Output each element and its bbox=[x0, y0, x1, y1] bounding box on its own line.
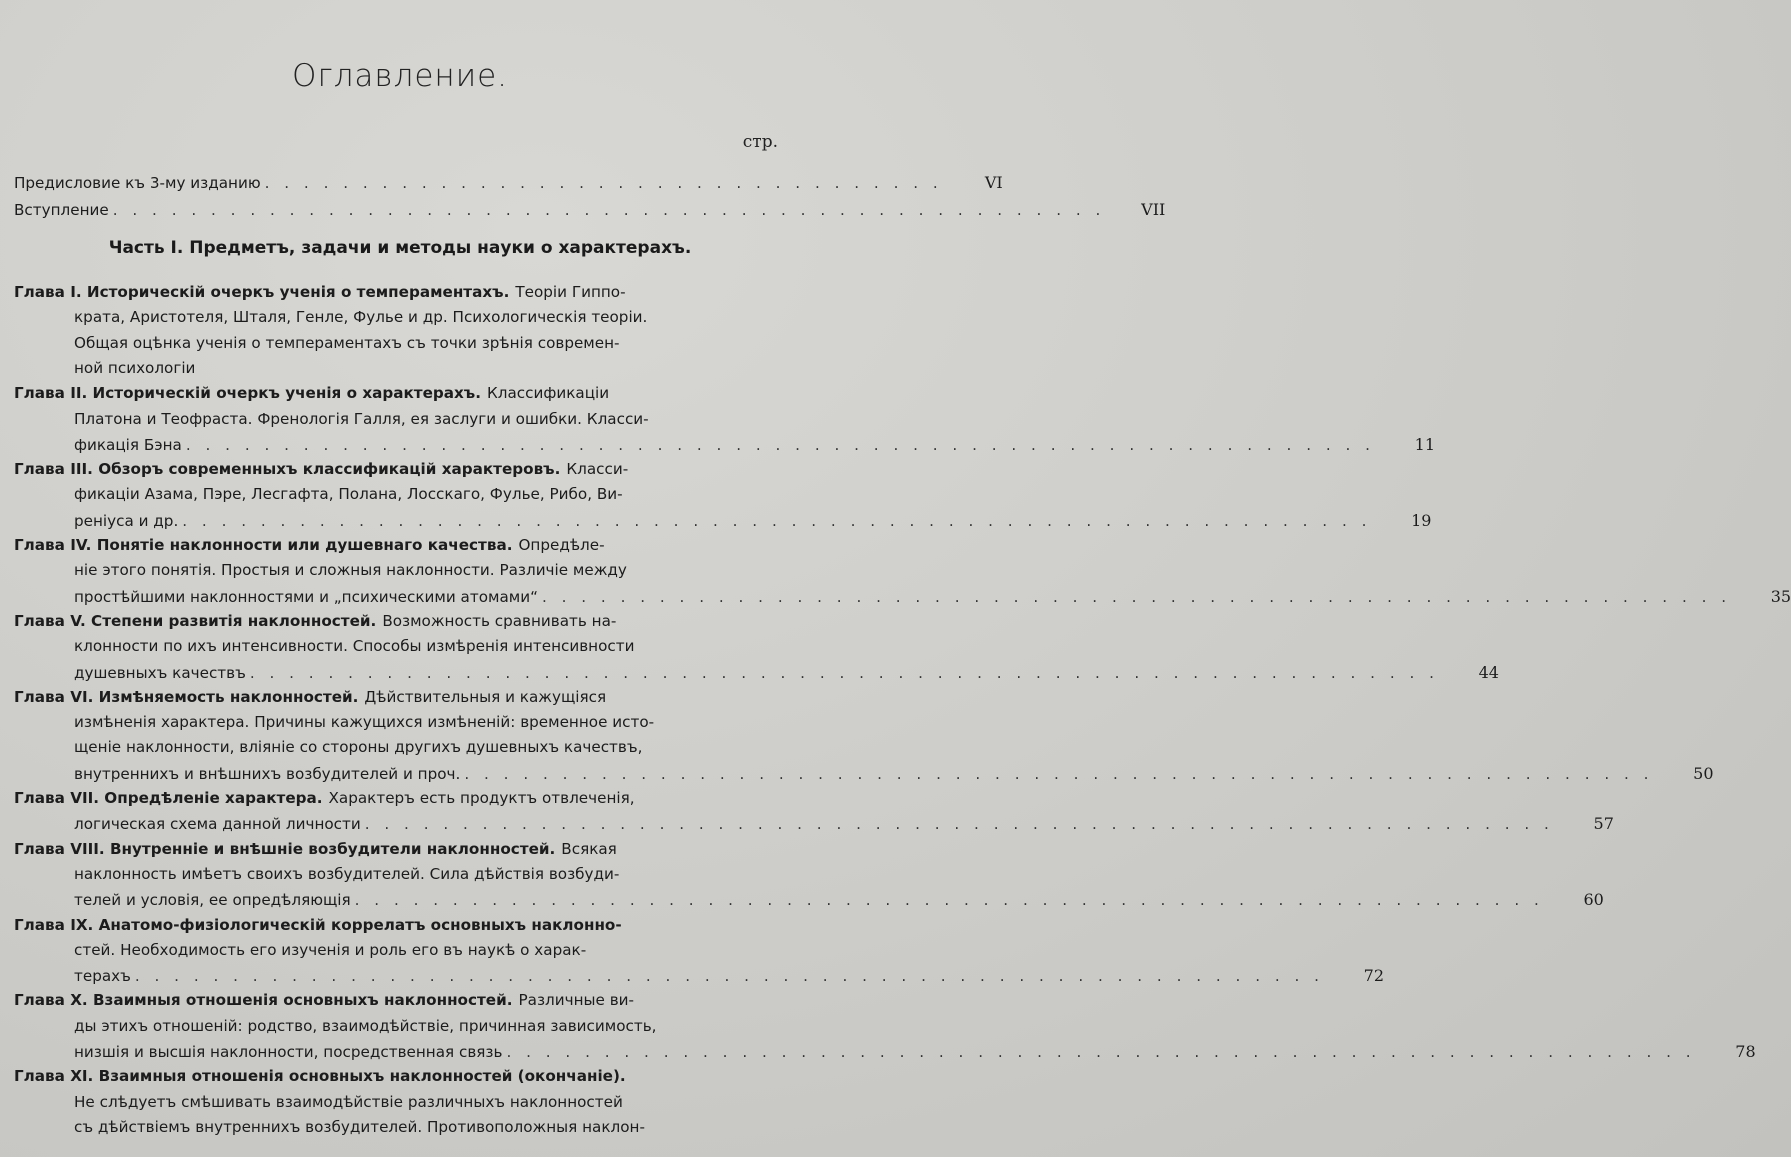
chapter-summary-text: терахъ bbox=[74, 967, 131, 986]
chapter-summary-text: Характеръ есть продуктъ отвлеченія, bbox=[328, 789, 635, 807]
chapter-summary-text: Возможность сравнивать на- bbox=[382, 611, 617, 630]
chapter-heading: Глава VII. Опредѣленіе характера. bbox=[14, 789, 323, 807]
chapter-summary-text: Платона и Теофраста. Френологія Галля, ея заслуги и ошибки. Класси- bbox=[74, 409, 649, 428]
chapter-heading: Глава II. Историческій очеркъ ученія о характерахъ. bbox=[14, 384, 481, 403]
chapter-line bbox=[74, 584, 1791, 609]
entry-text: Предисловие къ 3-му изданию bbox=[14, 174, 261, 192]
chapter-summary-text: Теоріи Гиппо- bbox=[515, 283, 626, 301]
leader-dots: . . . . . . . . . . . . . . . . . . . . . . . . . . . . . . . . . . . . . . . . . . . . . . . . . . . . . . . . . . . . . bbox=[464, 764, 1654, 783]
chapter-line bbox=[14, 786, 774, 811]
chapter-heading: Глава V. Степени развитія наклонностей. bbox=[14, 611, 377, 630]
chapter-heading: Глава XI. Взаимныя отношенія основныхъ наклонностей (окончаніе). bbox=[14, 1067, 626, 1086]
chapter-summary-text: Общая оцѣнка ученія о темпераментахъ съ точки зрѣнія современ- bbox=[74, 333, 620, 352]
chapter-summary-text: ной психологіи bbox=[74, 358, 196, 377]
chapter-line bbox=[14, 1064, 774, 1089]
chapter-line bbox=[74, 558, 774, 583]
chapter-line bbox=[74, 356, 774, 381]
leader-dots: . . . . . . . . . . . . . . . . . . . . . . . . . . . . . . . . . . . bbox=[264, 174, 943, 192]
chapter-line bbox=[74, 1039, 1756, 1064]
chapter-page: 11 bbox=[1414, 434, 1436, 454]
chapter-line bbox=[74, 660, 1499, 685]
chapter-page: 78 bbox=[1735, 1042, 1756, 1061]
chapter-line bbox=[14, 457, 774, 482]
chapter-summary-text: логическая схема данной личности bbox=[74, 815, 361, 834]
toc-entry-preface bbox=[14, 170, 1003, 195]
chapter-line bbox=[74, 938, 774, 963]
chapter-summary-text: наклонность имѣетъ своихъ возбудителей. Сила дѣйствія возбуди- bbox=[74, 864, 620, 883]
chapter-line bbox=[74, 761, 1714, 786]
chapter-summary-text: реніуса и др. bbox=[74, 511, 179, 530]
chapter-summary-text: душевныхъ качествъ bbox=[74, 663, 246, 682]
chapter-page: 72 bbox=[1363, 966, 1385, 986]
chapter-line bbox=[74, 1115, 774, 1140]
chapter-summary-text: клонности по ихъ интенсивности. Способы измѣренія интенсивности bbox=[74, 637, 635, 656]
leader-dots: . . . . . . . . . . . . . . . . . . . . . . . . . . . . . . . . . . . . . . . . . . . . . . . . . . . . . . . . . . . . . bbox=[354, 891, 1544, 910]
chapter-summary-text: Всякая bbox=[561, 839, 617, 858]
chapter-line bbox=[14, 988, 774, 1013]
entry-text: Вступление bbox=[14, 201, 109, 219]
chapter-summary-text: ніе этого понятія. Простыя и сложныя наклонности. Различіе между bbox=[74, 561, 627, 580]
chapter-summary-text: фикація Бэна bbox=[74, 435, 182, 454]
chapter-summary-text: стей. Необходимость его изученія и роль его въ наукѣ о харак- bbox=[74, 940, 587, 959]
page-column-label: стр. bbox=[742, 132, 778, 152]
chapter-line bbox=[74, 862, 774, 887]
chapter-summary-text: телей и условія, ее опредѣляющія bbox=[74, 891, 351, 910]
chapter-line bbox=[14, 381, 774, 406]
chapter-summary-text: щеніе наклонности, вліяніе со стороны другихъ душевныхъ качествъ, bbox=[74, 738, 643, 757]
chapter-heading: Глава IX. Анатомо-физіологическій коррелатъ основныхъ наклонно- bbox=[14, 915, 622, 934]
chapter-line bbox=[14, 913, 774, 938]
entry-page: VII bbox=[1141, 200, 1166, 219]
leader-dots: . . . . . . . . . . . . . . . . . . . . . . . . . . . . . . . . . . . . . . . . . . . . . . . . . . . . . . . . . . . . . bbox=[364, 815, 1554, 834]
chapter-page: 50 bbox=[1693, 763, 1714, 783]
chapter-summary-text: простѣйшими наклонностями и „психическими атомами“ bbox=[74, 587, 538, 606]
chapter-line bbox=[74, 482, 774, 507]
chapter-heading: Глава X. Взаимныя отношенія основныхъ наклонностей. bbox=[14, 991, 513, 1010]
chapter-line bbox=[74, 1090, 774, 1115]
chapter-line bbox=[74, 305, 774, 330]
chapter-summary-text: съ дѣйствіемъ внутреннихъ возбудителей. Противоположныя наклон- bbox=[74, 1117, 645, 1136]
chapter-heading: Глава VIII. Внутренніе и внѣшніе возбудители наклонностей. bbox=[14, 839, 556, 858]
chapter-line bbox=[74, 407, 774, 432]
chapter-line bbox=[74, 963, 1385, 988]
entry-page: VI bbox=[984, 173, 1003, 192]
chapter-heading: Глава I. Историческій очеркъ ученія о темпераментахъ. bbox=[14, 283, 510, 301]
chapter-line bbox=[74, 634, 774, 659]
chapter-line bbox=[74, 508, 1432, 533]
chapter-summary-text: ды этихъ отношеній: родство, взаимодѣйствіе, причинная зависимость, bbox=[74, 1016, 657, 1035]
leader-dots: . . . . . . . . . . . . . . . . . . . . . . . . . . . . . . . . . . . . . . . . . . . . . . . . . . . bbox=[112, 201, 1106, 219]
page-title: Оглавление. bbox=[291, 58, 509, 94]
chapter-summary-text: фикаціи Азама, Пэре, Лесгафта, Полана, Лосскаго, Фулье, Рибо, Ви- bbox=[74, 485, 623, 504]
chapter-heading: Глава IV. Понятіе наклонности или душевнаго качества. bbox=[14, 536, 513, 554]
part-title: Часть I. Предметъ, задачи и методы науки о характерахъ. bbox=[108, 238, 692, 258]
chapter-line bbox=[14, 685, 774, 710]
chapter-page: 44 bbox=[1478, 662, 1499, 682]
chapter-summary-text: Класси- bbox=[566, 460, 629, 479]
chapter-line bbox=[74, 710, 774, 735]
chapter-heading: Глава VI. Измѣняемость наклонностей. bbox=[14, 687, 359, 706]
chapter-summary-text: Классификаціи bbox=[487, 384, 610, 403]
chapter-page: 19 bbox=[1411, 510, 1432, 530]
chapter-page: 57 bbox=[1593, 814, 1614, 834]
chapter-line bbox=[74, 735, 774, 760]
chapter-line bbox=[74, 887, 1604, 912]
chapter-summary-text: Опредѣле- bbox=[518, 536, 605, 554]
chapter-line bbox=[74, 1014, 774, 1039]
leader-dots: . . . . . . . . . . . . . . . . . . . . . . . . . . . . . . . . . . . . . . . . . . . . . . . . . . . . . . . . . . . . . bbox=[185, 435, 1376, 454]
leader-dots: . . . . . . . . . . . . . . . . . . . . . . . . . . . . . . . . . . . . . . . . . . . . . . . . . . . . . . . . . . . . . bbox=[249, 663, 1439, 682]
chapter-summary-text: Дѣйствительныя и кажущіяся bbox=[364, 687, 607, 706]
chapter-summary-text: крата, Аристотеля, Шталя, Генле, Фулье и др. Психологическія теоріи. bbox=[74, 308, 648, 327]
chapter-line bbox=[14, 609, 774, 634]
chapter-summary-text: Не слѣдуетъ смѣшивать взаимодѣйствіе различныхъ наклонностей bbox=[74, 1092, 623, 1111]
leader-dots: . . . . . . . . . . . . . . . . . . . . . . . . . . . . . . . . . . . . . . . . . . . . . . . . . . . . . . . . . . . . . bbox=[506, 1043, 1696, 1061]
chapter-line bbox=[74, 331, 774, 356]
chapter-line bbox=[14, 280, 774, 305]
leader-dots: . . . . . . . . . . . . . . . . . . . . . . . . . . . . . . . . . . . . . . . . . . . . . . . . . . . . . . . . . . . . . bbox=[134, 967, 1325, 986]
chapter-line bbox=[14, 837, 774, 862]
chapter-line bbox=[14, 533, 774, 558]
leader-dots: . . . . . . . . . . . . . . . . . . . . . . . . . . . . . . . . . . . . . . . . . . . . . . . . . . . . . . . . . . . . . bbox=[182, 511, 1372, 530]
chapter-heading: Глава III. Обзоръ современныхъ классификацій характеровъ. bbox=[14, 460, 561, 479]
chapter-line bbox=[74, 811, 1614, 836]
toc-entry-intro bbox=[14, 197, 1166, 222]
chapter-summary-text: измѣненія характера. Причины кажущихся измѣненій: временное исто- bbox=[74, 713, 655, 732]
leader-dots: . . . . . . . . . . . . . . . . . . . . . . . . . . . . . . . . . . . . . . . . . . . . . . . . . . . . . . . . . . . . . bbox=[541, 587, 1732, 606]
chapter-summary-text: Различные ви- bbox=[518, 991, 635, 1010]
chapter-line bbox=[74, 432, 1436, 457]
chapter-page: 60 bbox=[1583, 890, 1604, 910]
chapter-summary-text: внутреннихъ и внѣшнихъ возбудителей и проч. bbox=[74, 764, 461, 783]
chapter-page: 35 bbox=[1770, 586, 1791, 606]
chapter-summary-text: низшія и высшія наклонности, посредственная связь bbox=[74, 1043, 503, 1061]
